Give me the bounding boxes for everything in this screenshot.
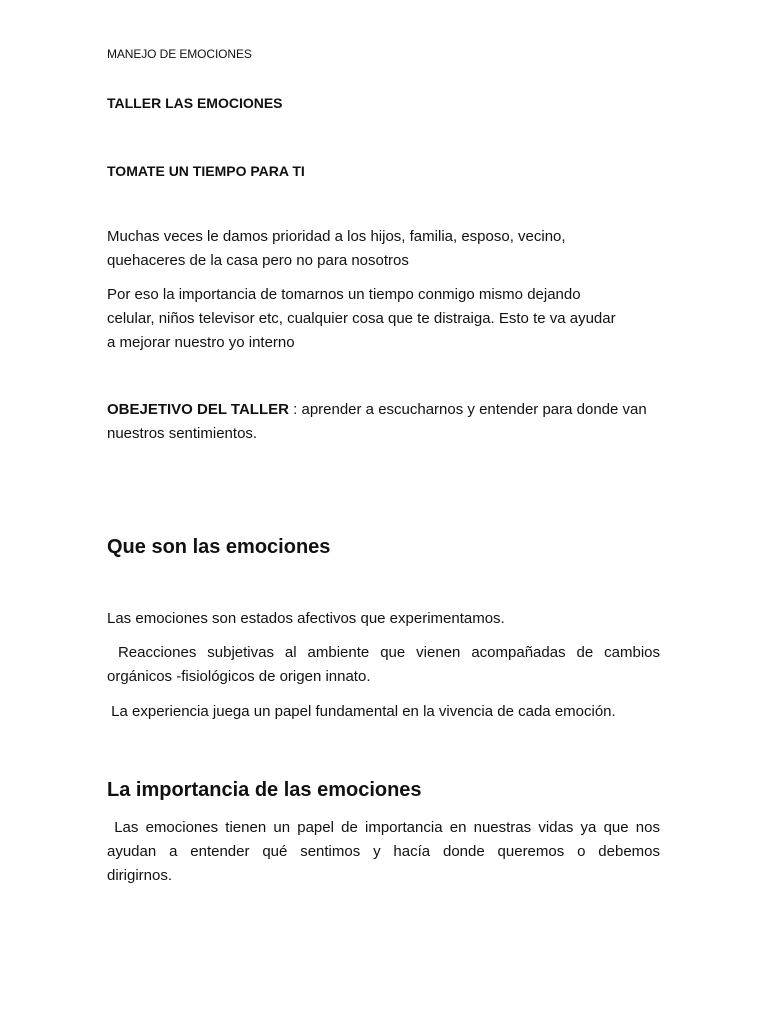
text-line: Las emociones son estados afectivos que experimentamos. [107, 610, 505, 627]
emotions-paragraph-3 [107, 700, 660, 724]
text-line: nuestros sentimientos. [107, 425, 258, 442]
text-line: ayudan a entender qué sentimos y hacía donde queremos o debemos [107, 843, 660, 860]
text-line: La experiencia juega un papel fundamental en la vivencia de cada emoción. [107, 703, 616, 720]
objective-paragraph [107, 398, 660, 446]
text-line [107, 398, 660, 422]
emotions-paragraph-1 [107, 607, 660, 631]
intro-paragraph-1 [107, 225, 660, 273]
emotions-paragraph-2 [107, 641, 660, 689]
text-line: Reacciones subjetivas al ambiente que vienen acompañadas de cambios [107, 644, 660, 661]
running-header: MANEJO DE EMOCIONES [107, 47, 252, 61]
importance-paragraph [107, 816, 660, 888]
objective-label: OBEJETIVO DEL TALLER [107, 401, 289, 418]
objective-text: : aprender a escucharnos y entender para donde van [288, 401, 647, 418]
text-line: quehaceres de la casa pero no para nosotros [107, 252, 409, 269]
text-line: orgánicos -fisiológicos de origen innato. [107, 668, 371, 685]
text-line: celular, niños televisor etc, cualquier cosa que te distraiga. Esto te va ayudar [107, 310, 616, 327]
text-line: a mejorar nuestro yo interno [107, 334, 295, 351]
text-line: Las emociones tienen un papel de importancia en nuestras vidas ya que nos [107, 819, 660, 836]
text-line: dirigirnos. [107, 867, 173, 884]
intro-paragraph-2 [107, 283, 660, 355]
heading-what-are-emotions: Que son las emociones [107, 536, 331, 558]
text-line: Muchas veces le damos prioridad a los hijos, familia, esposo, vecino, [107, 228, 566, 245]
text-line: Por eso la importancia de tomarnos un tiempo conmigo mismo dejando [107, 286, 581, 303]
heading-importance-of-emotions: La importancia de las emociones [107, 779, 422, 801]
section-title-take-time: TOMATE UN TIEMPO PARA TI [107, 163, 305, 179]
workshop-title: TALLER LAS EMOCIONES [107, 95, 283, 111]
